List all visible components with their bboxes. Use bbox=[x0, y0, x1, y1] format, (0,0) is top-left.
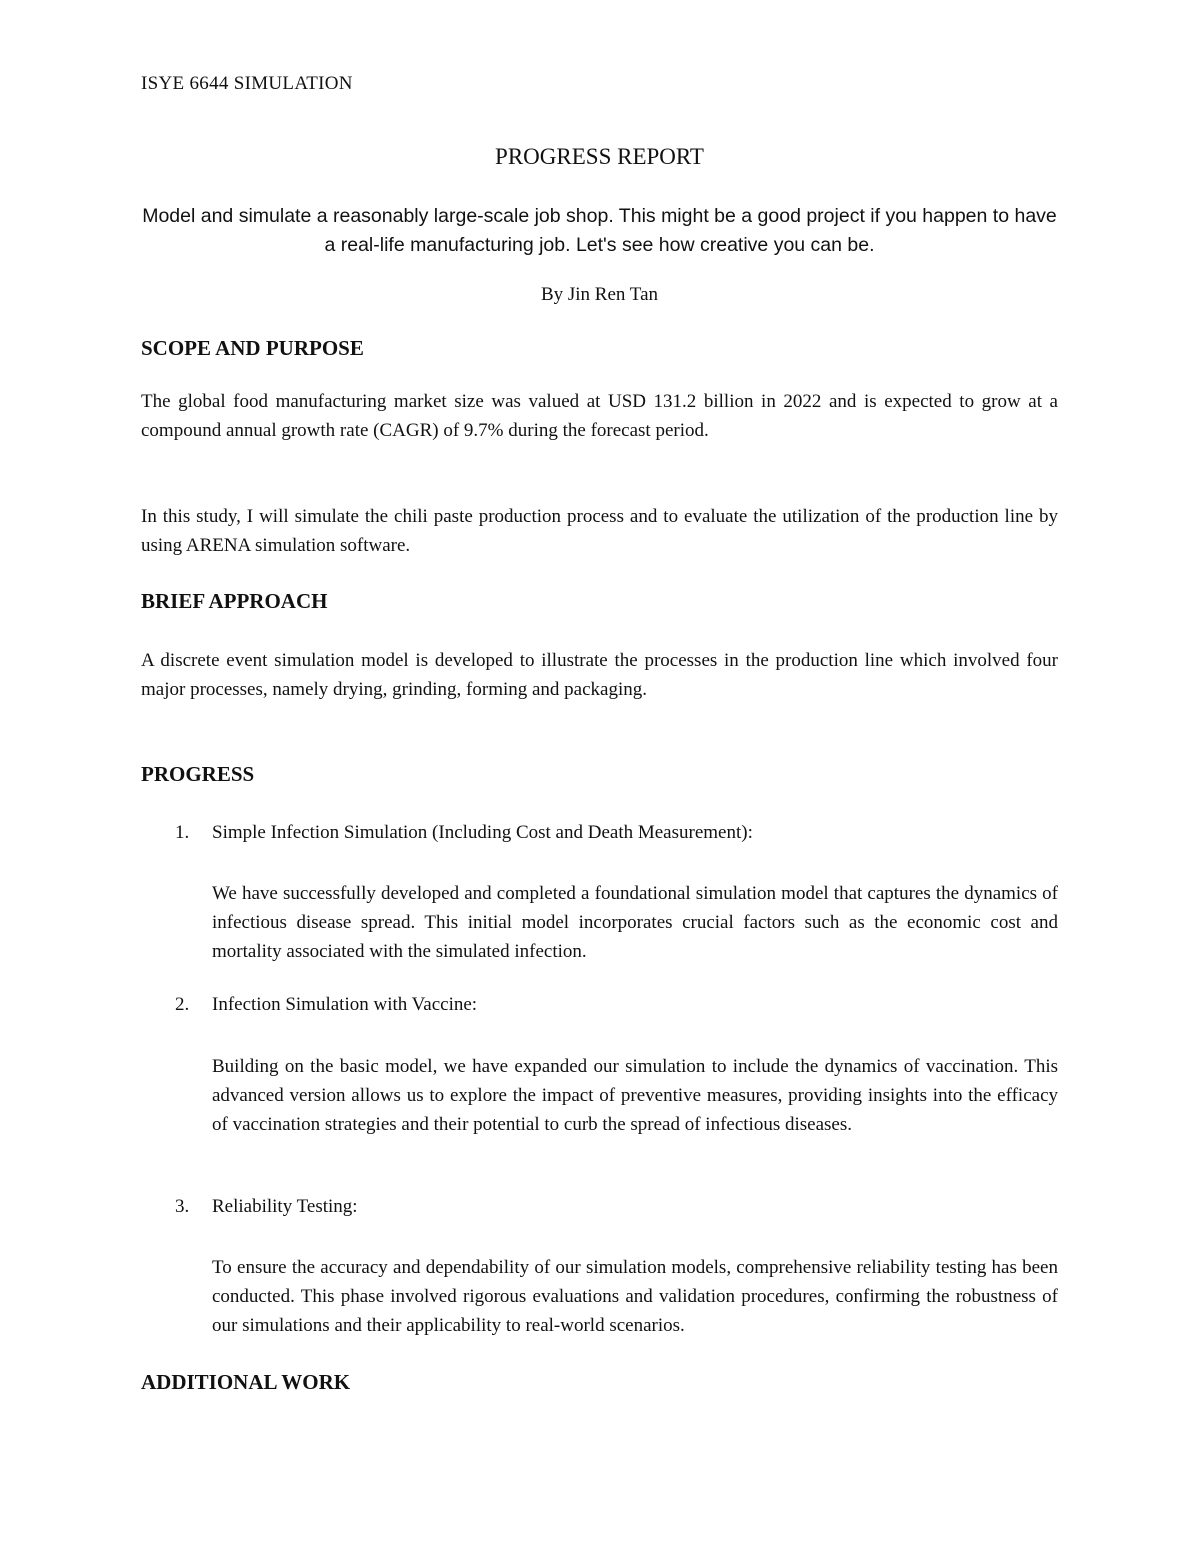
progress-item-number: 2. bbox=[175, 994, 190, 1015]
scope-heading: SCOPE AND PURPOSE bbox=[141, 336, 364, 360]
progress-item-title: Simple Infection Simulation (Including Cost and Death Measurement): bbox=[212, 822, 753, 843]
progress-item-title: Infection Simulation with Vaccine: bbox=[212, 994, 478, 1015]
report-title: PROGRESS REPORT bbox=[495, 144, 704, 169]
scope-paragraph-2: In this study, I will simulate the chili paste production process and to evaluate the utilization of the production line by using ARENA simulation software. bbox=[141, 506, 1058, 556]
progress-item-title: Reliability Testing: bbox=[212, 1196, 358, 1217]
progress-item-body: We have successfully developed and completed a foundational simulation model that captures the dynamics of infectious disease spread. This initial model incorporates crucial factors such as the economic cost and mortality associated with the simulated infection. bbox=[212, 883, 1058, 962]
progress-item-number: 3. bbox=[175, 1196, 190, 1217]
course-header: ISYE 6644 SIMULATION bbox=[141, 73, 353, 94]
scope-paragraph-1: The global food manufacturing market size was valued at USD 131.2 billion in 2022 and is expected to grow at a compound annual growth rate (CAGR) of 9.7% during the forecast period. bbox=[141, 391, 1058, 441]
progress-item-number: 1. bbox=[175, 822, 190, 843]
author-byline: By Jin Ren Tan bbox=[540, 284, 659, 305]
progress-item-body: Building on the basic model, we have expanded our simulation to include the dynamics of vaccination. This advanced version allows us to explore the impact of preventive measures, providing insights into the efficacy of vaccination strategies and their potential to curb the spread of infectious diseases. bbox=[212, 1056, 1058, 1135]
additional-work-heading: ADDITIONAL WORK bbox=[141, 1370, 351, 1394]
approach-heading: BRIEF APPROACH bbox=[141, 589, 328, 613]
progress-item-body: To ensure the accuracy and dependability of our simulation models, comprehensive reliability testing has been conducted. This phase involved rigorous evaluations and validation procedures, confirming the robustness of our simulations and their applicability to real-world scenarios. bbox=[212, 1257, 1058, 1336]
document-page bbox=[141, 0, 1058, 1553]
progress-heading: PROGRESS bbox=[141, 762, 255, 786]
approach-paragraph: A discrete event simulation model is developed to illustrate the processes in the production line which involved four major processes, namely drying, grinding, forming and packaging. bbox=[141, 650, 1058, 700]
project-prompt: Model and simulate a reasonably large-scale job shop. This might be a good project if you happen to have a real-life manufacturing job. Let's see how creative you can be. bbox=[142, 205, 1057, 256]
